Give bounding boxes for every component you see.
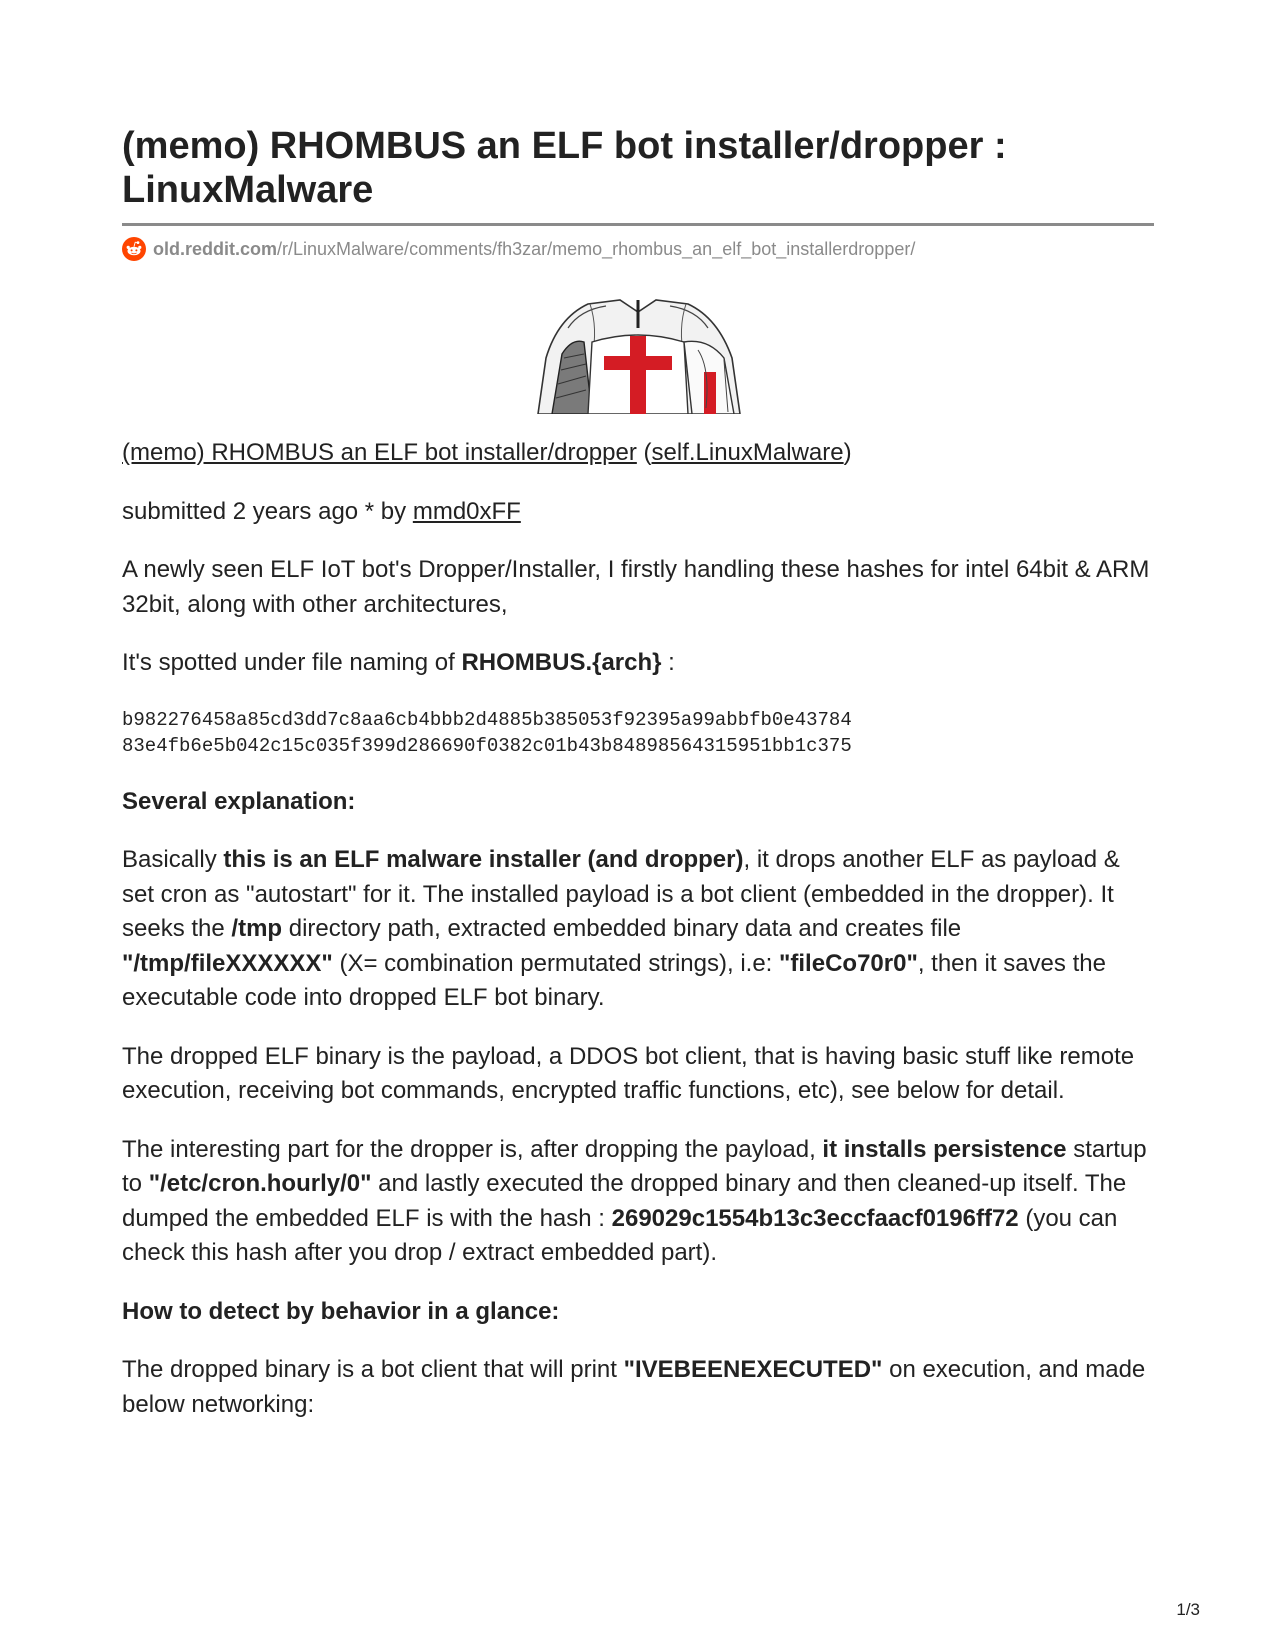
intro-paragraph: A newly seen ELF IoT bot's Dropper/Installer, I firstly handling these hashes for intel 64bit & ARM 32bit, along with other architectures,: [122, 556, 1150, 618]
bold-run: "IVEBEENEXECUTED": [623, 1356, 883, 1383]
hash-line: b982276458a85cd3dd7c8aa6cb4bbb2d4885b385053f92395a99abbfb0e43784: [122, 708, 852, 731]
hero-image: [122, 298, 1154, 414]
bold-run: "/tmp/fileXXXXXX": [122, 949, 333, 977]
post-title-link[interactable]: (memo) RHOMBUS an ELF bot installer/dropper: [122, 439, 637, 466]
page-number: 1/3: [1176, 1600, 1200, 1619]
payload-paragraph: The dropped ELF binary is the payload, a DDOS bot client, that is having basic stuff like remote execution, receiving bot commands, encrypted traffic functions, etc), see below for detail.: [122, 1042, 1135, 1104]
bold-run: it installs persistence: [822, 1135, 1067, 1163]
spotted-suffix: :: [661, 649, 675, 676]
bold-run: this is an ELF malware installer (and dropper): [223, 846, 744, 873]
hash-line: 83e4fb6e5b042c15c035f399d286690f0382c01b43b84898564315951bb1c375: [122, 734, 852, 757]
submitted-line: [122, 495, 1154, 530]
file-naming-bold: RHOMBUS.{arch}: [461, 649, 662, 676]
spotted-paragraph: [122, 646, 1154, 681]
bold-run: "fileCo70r0": [779, 949, 918, 977]
source-url[interactable]: [122, 236, 1154, 262]
hash-list: [122, 707, 1154, 759]
source-domain: old.reddit.com: [153, 238, 278, 259]
post-link-line: [122, 436, 1154, 471]
title-divider: [122, 223, 1154, 226]
bold-run: 269029c1554b13c3eccfaacf0196ff72: [611, 1204, 1019, 1232]
article: [122, 124, 1154, 1422]
subreddit-link[interactable]: self.LinuxMalware: [651, 439, 844, 466]
bold-run: /tmp: [231, 915, 283, 942]
open-paren: (: [636, 439, 652, 466]
section-heading-explanation: Several explanation:: [122, 787, 356, 815]
crusader-cross-illustration: [528, 298, 748, 414]
submitted-text: submitted 2 years ago * by: [122, 497, 413, 525]
author-link[interactable]: mmd0xFF: [412, 497, 521, 525]
source-path: /r/LinuxMalware/comments/fh3zar/memo_rhombus_an_elf_bot_installerdropper/: [277, 238, 916, 259]
text-run: , it drops another ELF as payload & set cron as "autostart" for it. The installed payload is a bot client (embedded in the dropper). It seeks the: [122, 846, 1120, 942]
spotted-prefix: It's spotted under file naming of: [122, 649, 462, 676]
detect-paragraph: [122, 1353, 1154, 1422]
basically-paragraph: [122, 843, 1154, 1016]
close-paren: ): [843, 439, 852, 466]
section-heading-detect: How to detect by behavior in a glance:: [122, 1297, 560, 1325]
reddit-icon: [122, 237, 146, 261]
text-run: on execution, and made below networking:: [122, 1356, 1146, 1418]
text-run: startup to: [122, 1135, 1147, 1197]
text-run: , then it saves the executable code into dropped ELF bot binary.: [122, 949, 1106, 1011]
persistence-paragraph: [122, 1133, 1154, 1271]
text-run: Basically: [122, 846, 224, 873]
text-run: directory path, extracted embedded binary data and creates file: [282, 915, 962, 942]
text-run: The interesting part for the dropper is, after dropping the payload,: [122, 1135, 823, 1163]
page-title: (memo) RHOMBUS an ELF bot installer/dropper : LinuxMalware: [122, 125, 1007, 211]
bold-run: "/etc/cron.hourly/0": [148, 1170, 372, 1197]
text-run: (you can check this hash after you drop / extract embedded part).: [122, 1204, 1118, 1266]
text-run: (X= combination permutated strings), i.e:: [332, 949, 780, 977]
text-run: The dropped binary is a bot client that will print: [122, 1356, 624, 1383]
text-run: and lastly executed the dropped binary and then cleaned-up itself. The dumped the embedded ELF is with the hash :: [122, 1170, 1127, 1232]
